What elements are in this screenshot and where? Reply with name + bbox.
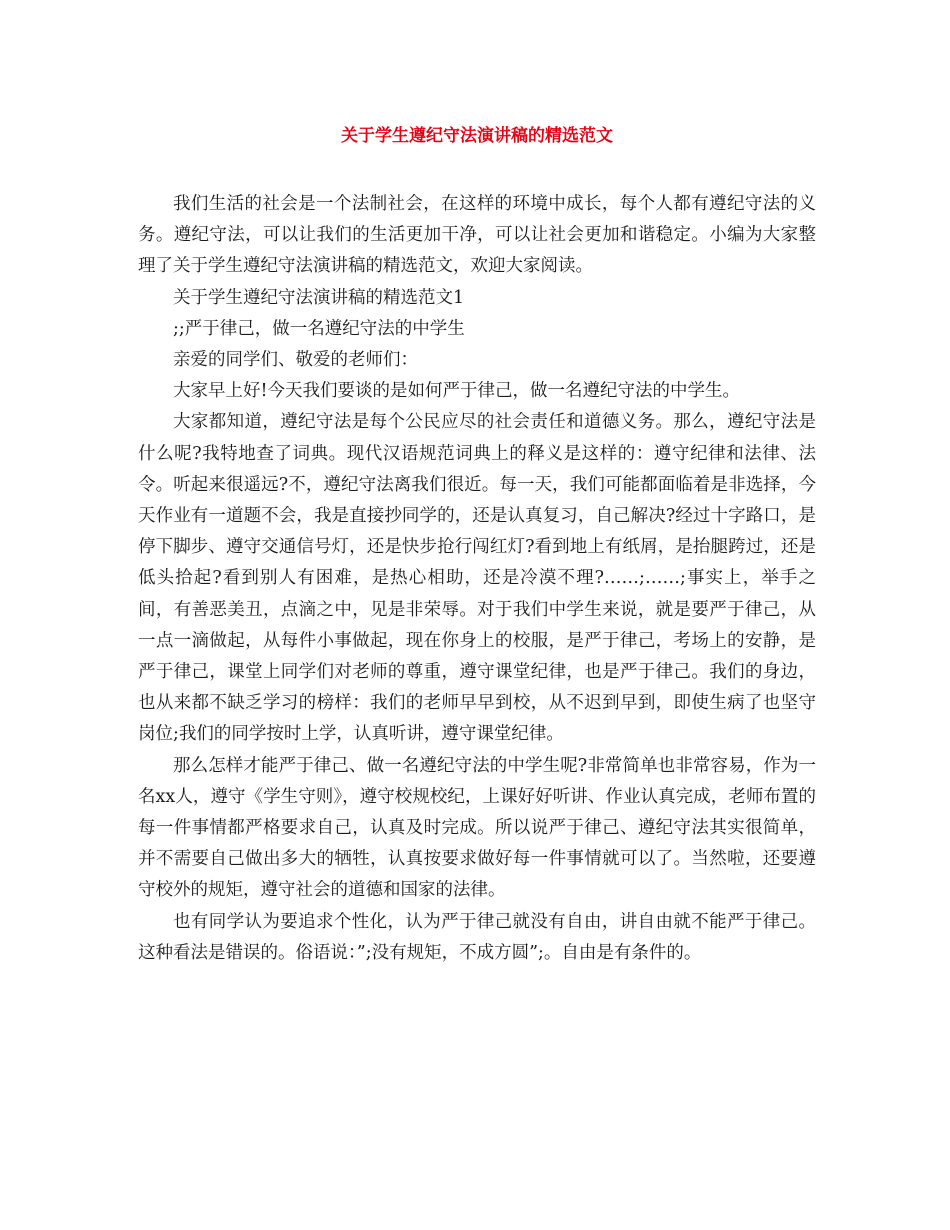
paragraph-speech-title: ;;严于律己，做一名遵纪守法的中学生 (173, 318, 465, 339)
paragraph-body-1: 大家都知道，遵纪守法是每个公民应尽的社会责任和道德义务。那么，遵纪守法是什么呢?我特地查了词典。现代汉语规范词典上的释义是这样的：遵守纪律和法律、法令。听起来很遥远?不，遵纪守法离我们很近。每一天，我们可能都面临着是非选择，今天作业有一道题不会，我是直接抄同学的，还是认真复习，自己解决?经过十字路口，是停下脚步、遵守交通信号灯，还是快步抢行闯红灯?看到地上有纸屑，是抬腿跨过，还是低头拾起?看到别人有困难，是热心相助，还是冷漠不理?……;……;事实上，举手之间，有善恶美丑，点滴之中，见是非荣辱。对于我们中学生来说，就是要严于律己，从一点一滴做起，从每件小事做起，现在你身上的校服，是严于律己，考场上的安静，是严于律己，课堂上同学们对老师的尊重，遵守课堂纪律，也是严于律己。我们的身边，也从来都不缺乏学习的榜样：我们的老师早早到校，从不迟到早到，即使生病了也坚守岗位;我们的同学按时上学，认真听讲，遵守课堂纪律。 (138, 412, 816, 745)
paragraph-greeting: 大家早上好!今天我们要谈的是如何严于律己，做一名遵纪守法的中学生。 (173, 381, 741, 402)
paragraph-salutation: 亲爱的同学们、敬爱的老师们： (173, 350, 418, 371)
paragraph-section-heading: 关于学生遵纪守法演讲稿的精选范文1 (173, 287, 465, 308)
paragraph-body-3: 也有同学认为要追求个性化，认为严于律己就没有自由，讲自由就不能严于律己。这种看法是错误的。俗语说：”;没有规矩，不成方圆”;。自由是有条件的。 (138, 911, 816, 963)
document-title: 关于学生遵纪守法演讲稿的精选范文 (341, 126, 613, 146)
document-body (138, 189, 816, 969)
paragraph-body-2: 那么怎样才能严于律己、做一名遵纪守法的中学生呢?非常简单也非常容易，作为一名xx人，遵守《学生守则》，遵守校规校纪，上课好好听讲、作业认真完成，老师布置的每一件事情都严格要求自己，认真及时完成。所以说严于律己、遵纪守法其实很简单，并不需要自己做出多大的牺牲，认真按要求做好每一件事情就可以了。当然啦，还要遵守校外的规矩，遵守社会的道德和国家的法律。 (138, 755, 816, 901)
paragraph-intro: 我们生活的社会是一个法制社会，在这样的环境中成长，每个人都有遵纪守法的义务。遵纪守法，可以让我们的生活更加干净，可以让社会更加和谐稳定。小编为大家整理了关于学生遵纪守法演讲稿的精选范文，欢迎大家阅读。 (138, 194, 816, 277)
